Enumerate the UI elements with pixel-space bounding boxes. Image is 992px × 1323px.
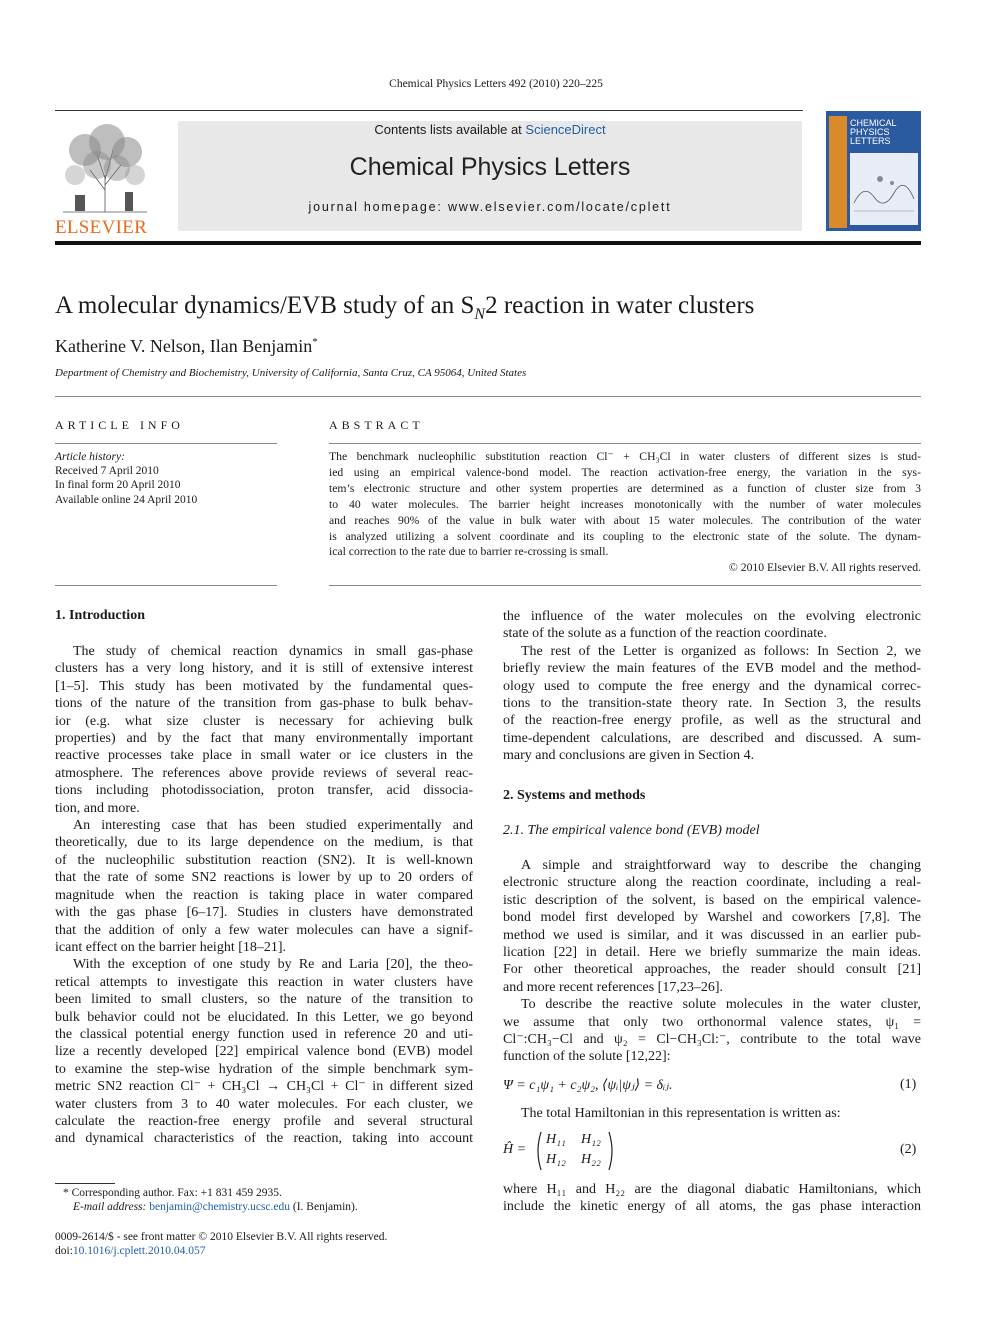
text-line: electronic structure along the reaction coordinate, including a real-	[503, 875, 921, 891]
abstract-line: tem’s electronic structure and other system properties are determined as a function of cluster size from 3	[329, 481, 921, 495]
journal-homepage[interactable]: journal homepage: www.elsevier.com/locate/cplett	[308, 200, 672, 214]
text-line: and more recent references [17,23–26].	[503, 979, 724, 995]
evb-body	[503, 857, 921, 1066]
author-list: Katherine V. Nelson, Ilan Benjamin*	[55, 336, 318, 356]
elsevier-logo	[55, 120, 155, 238]
abstract-line: is analyzed utilizing a solvent coordinate and its coupling to the electronic state of the solute. The dynam-	[329, 529, 921, 543]
equation-2-number: (2)	[900, 1142, 917, 1157]
abstract-line: ied using an empirical valence-bond model. The reaction activation-free energy, the variation in the sys-	[329, 465, 921, 479]
header-top-rule	[55, 110, 803, 111]
article-info-bottom-rule	[55, 585, 277, 586]
affiliation: Department of Chemistry and Biochemistry, University of California, Santa Cruz, CA 95064, United States	[55, 367, 527, 379]
text-line: theoretically, due to its large dependence on the medium, is that	[55, 835, 473, 851]
abstract-line: ical correction to the rate due to barrier re-crossing is small.	[329, 545, 609, 559]
doi-line: doi:10.1016/j.cplett.2010.04.057	[55, 1245, 206, 1257]
text-line: icant effect on the barrier height [18–21].	[55, 939, 287, 955]
text-line: state of the solute as a function of the reaction coordinate.	[503, 626, 827, 642]
email-note: E-mail address: benjamin@chemistry.ucsc.edu (I. Benjamin).	[73, 1201, 358, 1213]
text-line: calculate the reaction-free energy profile and several structural	[55, 1113, 473, 1129]
article-history: Article history: Received 7 April 2010 In final form 20 April 2010 Available online 24 April 2010	[55, 451, 198, 506]
text-line: tions including photodissociation, proton transfer, acid dissocia-	[55, 783, 473, 799]
text-line: clusters has a very long history, and it is still of extensive interest	[55, 661, 473, 677]
text-line: metric SN2 reaction Cl⁻ + CH₃Cl → CH₃Cl + Cl⁻ in different sized	[55, 1079, 473, 1095]
text-line: bulk behavior could not be elucidated. In this Letter, we go beyond	[55, 1009, 473, 1025]
journal-citation: Chemical Physics Letters 492 (2010) 220–225	[389, 78, 603, 90]
text-line: time-dependent calculations, are described and discussed. A sum-	[503, 730, 921, 746]
text-line: reactive processes take place in small water or ice clusters in the	[55, 748, 473, 764]
text-line: bond model first developed by Warshel and coworkers [7,8]. The	[503, 910, 921, 926]
abstract-bottom-rule	[329, 585, 921, 586]
text-line: [1–5]. This study has been motivated by the fundamental ques-	[55, 678, 473, 694]
text-line: water clusters from 3 to 40 water molecules. For each cluster, we	[55, 1096, 473, 1112]
text-line: with the gas phase [6–17]. Studies in clusters have demonstrated	[55, 905, 473, 921]
text-line: of the nucleophilic substitution reaction (SN2). It is well-known	[55, 852, 473, 868]
issn-line: 0009-2614/$ - see front matter © 2010 Elsevier B.V. All rights reserved.	[55, 1231, 388, 1243]
text-line: been limited to small clusters, so the nature of the transition to	[55, 992, 473, 1008]
abstract-line: The benchmark nucleophilic substitution reaction Cl⁻ + CH₃Cl in water clusters of different sizes is stud-	[329, 450, 921, 463]
text-line: where H₁₁ and H₂₂ are the diagonal diabatic Hamiltonians, which	[503, 1182, 921, 1197]
journal-cover-image	[826, 111, 921, 231]
equation-2-lhs: Ĥ =	[503, 1142, 527, 1157]
cover-figure-icon	[850, 153, 918, 225]
article-title: A molecular dynamics/EVB study of an $S_N2$ reaction in water clusters	[55, 292, 755, 323]
footnote-rule	[55, 1183, 115, 1184]
text-line: mary and conclusions are given in Section 4.	[503, 748, 755, 764]
text-line: magnitude when the reaction is taking place in water compared	[55, 887, 473, 903]
text-line: that the addition of only a few water molecules can have a signif-	[55, 922, 473, 938]
cover-illustration	[850, 153, 918, 225]
text-line: With the exception of one study by Re and Laria [20], the theo-	[73, 957, 473, 973]
matrix-h12-bottom: H₁₂	[546, 1152, 566, 1167]
text-line: method we used is similar, and it was discussed in an earlier pub-	[503, 927, 921, 943]
text-line: A simple and straightforward way to describe the changing	[521, 858, 921, 873]
cover-spine-stripe	[829, 116, 847, 228]
introduction-body	[55, 643, 473, 1148]
matrix-h12-top: H₁₂	[581, 1132, 601, 1147]
section-heading-introduction: 1. Introduction	[55, 608, 145, 623]
email-link[interactable]: benjamin@chemistry.ucsc.edu	[149, 1201, 291, 1213]
hamiltonian-intro: The total Hamiltonian in this representation is written as:	[521, 1106, 841, 1121]
text-line: tions of the nature of the transition from gas-phase to bulk behav-	[55, 696, 473, 712]
text-line: and dynamical characteristics of the reaction, taking into account	[55, 1131, 473, 1147]
text-line: the classical potential energy function used in reference 20 and uti-	[55, 1026, 473, 1042]
text-line: tion, and more.	[55, 800, 140, 816]
text-line: to examine the step-wise hydration of the simple benchmark sym-	[55, 1061, 473, 1077]
equation-1-number: (1)	[900, 1077, 917, 1092]
contents-line: Contents lists available at ScienceDirect	[374, 122, 606, 137]
text-line: that the rate of some SN2 reactions is lower by up to 20 orders of	[55, 870, 473, 886]
sciencedirect-link[interactable]: ScienceDirect	[525, 122, 606, 137]
text-line: lize a recently developed [22] empirical valence bond (EVB) model	[55, 1044, 473, 1060]
text-line: we assume that only two orthonormal valence states, ψ₁ =	[503, 1014, 921, 1030]
text-line: The study of chemical reaction dynamics in small gas-phase	[73, 644, 473, 659]
subsection-heading-evb: 2.1. The empirical valence bond (EVB) model	[503, 823, 760, 838]
text-line: istic description of the solvent, is based on the empirical valence-	[503, 892, 921, 908]
abstract-line: to 40 water molecules. The barrier height increases monotonically with the number of water molecules	[329, 497, 921, 511]
text-line: The rest of the Letter is organized as follows: In Section 2, we	[521, 643, 921, 659]
copyright-notice: © 2010 Elsevier B.V. All rights reserved.	[728, 561, 921, 575]
text-line: ior (e.g. what size cluster is necessary for achieving bulk	[55, 713, 473, 729]
cover-title: CHEMICAL PHYSICS LETTERS	[850, 118, 897, 146]
publisher-wordmark: ELSEVIER	[55, 217, 148, 238]
corresponding-author-note: * Corresponding author. Fax: +1 831 459 2935.	[63, 1187, 282, 1199]
journal-banner	[178, 121, 802, 231]
abstract-rule	[329, 443, 921, 444]
text-line: tions to the transition-state theory rate. In Section 3, the results	[503, 696, 921, 712]
affiliation-rule	[55, 396, 921, 397]
journal-name: Chemical Physics Letters	[349, 153, 631, 181]
right-column-intro	[503, 608, 921, 765]
section-heading-methods: 2. Systems and methods	[503, 788, 646, 803]
header-bottom-rule	[55, 241, 921, 245]
elsevier-tree-icon	[55, 120, 155, 218]
text-line: briefly review the main features of the EVB model and the method-	[503, 661, 921, 677]
hamiltonian-description	[503, 1181, 921, 1216]
text-line: atmosphere. The references above provide reviews of several reac-	[55, 765, 473, 781]
article-info-heading: ARTICLE INFO	[55, 418, 184, 432]
abstract-line: and reaches 90% of the value in bulk water with about 15 water molecules. The contribution of the water	[329, 513, 921, 527]
matrix-h11: H₁₁	[546, 1132, 566, 1147]
matrix-h22: H₂₂	[581, 1152, 601, 1167]
text-line: of the reaction-free energy profile, as well as the structural and	[503, 713, 921, 729]
article-info-rule	[55, 443, 277, 444]
equation-1: Ψ = c₁ψ₁ + c₂ψ₂, ⟨ψᵢ|ψⱼ⟩ = δᵢⱼ.	[503, 1078, 673, 1093]
abstract-body	[329, 449, 921, 576]
text-line: An interesting case that has been studied experimentally and	[73, 818, 473, 834]
doi-link[interactable]: 10.1016/j.cplett.2010.04.057	[72, 1245, 206, 1257]
text-line: For other theoretical approaches, the reader should consult [21]	[503, 962, 921, 978]
text-line: retical attempts to investigate this reaction in water clusters have	[55, 974, 473, 990]
equation-2-matrix	[535, 1130, 615, 1172]
text-line: properties) and by the fact that many environmentally important	[55, 731, 473, 747]
abstract-heading: ABSTRACT	[329, 418, 424, 432]
text-line: include the kinetic energy of all atoms, the gas phase interaction	[503, 1199, 921, 1215]
text-line: function of the solute [12,22]:	[503, 1049, 671, 1065]
text-line: the influence of the water molecules on the evolving electronic	[503, 609, 921, 624]
text-line: ology used to compute the free energy and the dynamical correc-	[503, 678, 921, 694]
text-line: lication [22] in detail. Here we briefly summarize the main ideas.	[503, 945, 921, 961]
text-line: To describe the reactive solute molecules in the water cluster,	[521, 997, 921, 1013]
text-line: Cl⁻:CH₃−Cl and ψ₂ = Cl−CH₃Cl:⁻, contribute to the total wave	[503, 1032, 921, 1048]
